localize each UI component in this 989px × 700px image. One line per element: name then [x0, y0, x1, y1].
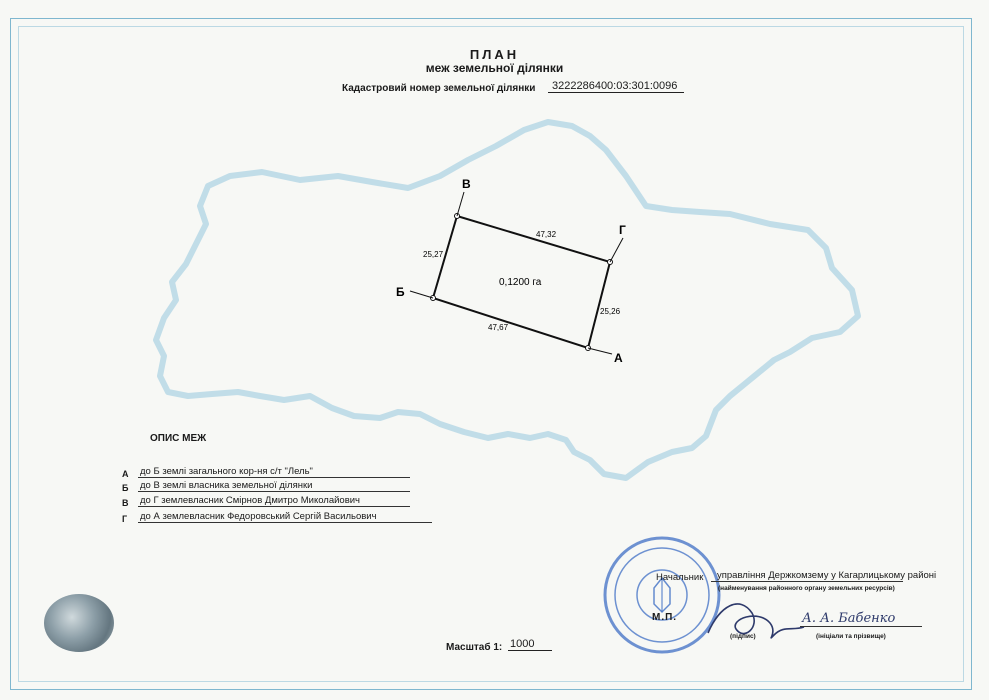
boundary-text: до А землевласник Федоровський Сергій Васильович: [138, 511, 432, 523]
hologram-sticker: [44, 594, 114, 652]
signed-name: А. А. Бабенко: [800, 611, 922, 627]
scale-value: 1000: [508, 638, 552, 651]
vertex-label-g: Г: [619, 223, 626, 237]
boundary-letter: В: [122, 498, 129, 508]
name-hint: (ініціали та прізвище): [816, 633, 886, 640]
leader-g: [610, 238, 623, 262]
vertex-label-a: А: [614, 351, 623, 365]
plan-subtitle: меж земельної ділянки: [425, 61, 564, 75]
side-length-g-a: 25,26: [600, 307, 621, 316]
boundary-text: до Г землевласник Смірнов Дмитро Миколайович: [138, 495, 410, 507]
boundary-text: до Б землі загального кор-ня с/т "Лель": [138, 466, 410, 478]
side-length-b-v: 25,27: [423, 250, 444, 259]
boundary-letter: Б: [122, 483, 129, 493]
scale-label: Масштаб 1:: [446, 642, 503, 653]
parcel-area: 0,1200 га: [499, 277, 542, 288]
leader-v: [457, 192, 464, 216]
stamp-place-label: М.П.: [652, 612, 678, 623]
boundary-letter: Г: [122, 514, 128, 524]
leader-a: [588, 348, 612, 354]
cadastral-number: 3222286400:03:301:0096: [548, 80, 684, 93]
side-length-a-b: 47,67: [488, 323, 509, 332]
signature-hint: (підпис): [730, 633, 756, 640]
cadastral-label: Кадастровий номер земельної ділянки: [342, 83, 536, 94]
handwritten-signature: [700, 585, 810, 655]
vertex-label-b: Б: [396, 285, 405, 299]
boundary-text: до В землі власника земельної ділянки: [138, 480, 410, 492]
chief-organization: управління Держкомзему у Кагарлицькому районі: [711, 570, 903, 582]
boundaries-title: ОПИС МЕЖ: [150, 433, 207, 444]
boundary-letter: А: [122, 469, 129, 479]
leader-b: [410, 291, 433, 298]
chief-hint: (найменування районного органу земельних ресурсів): [718, 585, 895, 592]
chief-label: Начальник: [656, 572, 704, 583]
vertex-label-v: В: [462, 177, 471, 191]
map-outline: [156, 122, 858, 478]
side-length-v-g: 47,32: [536, 230, 557, 239]
plan-title: ПЛАН: [469, 47, 520, 62]
